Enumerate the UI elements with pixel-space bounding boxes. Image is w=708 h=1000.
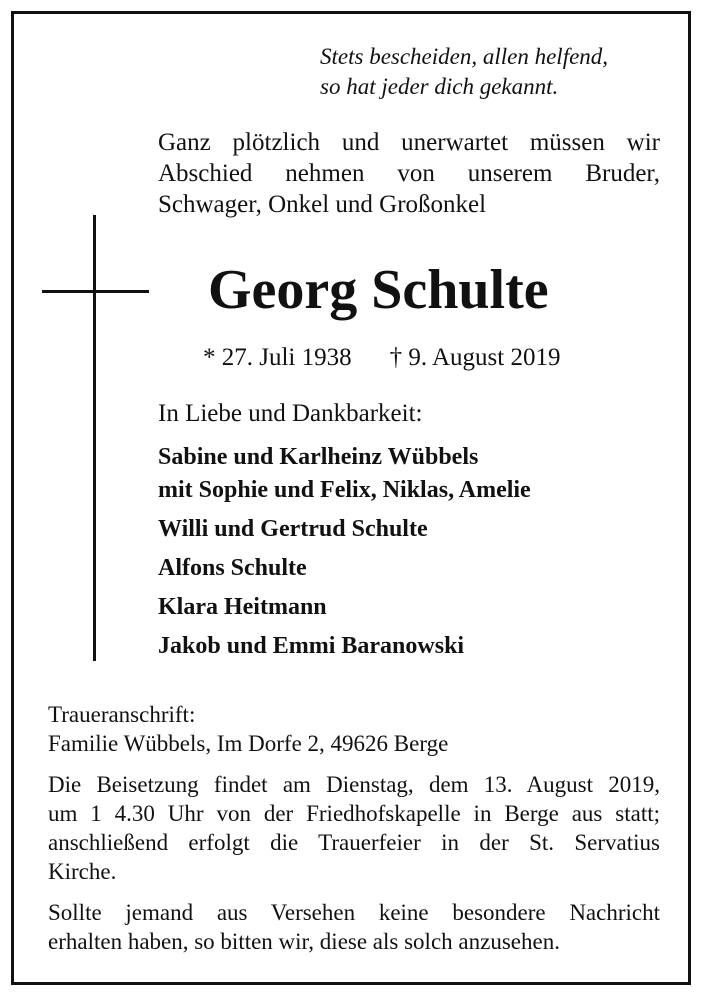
mourner-name: Willi und Gertrud Schulte bbox=[158, 516, 428, 542]
notification-note bbox=[48, 898, 660, 956]
intro-line: Schwager, Onkel und Großonkel bbox=[158, 191, 487, 218]
motto-verse bbox=[320, 42, 660, 102]
intro-line: Abschied nehmen von unserem Bruder, bbox=[158, 160, 660, 187]
deceased-name: Georg Schulte bbox=[208, 259, 549, 321]
funeral-line: um 1 4.30 Uhr von der Friedhofskapelle in Berge aus statt; bbox=[48, 801, 660, 826]
notice-line: Sollte jemand aus Versehen keine besondere Nachricht bbox=[48, 900, 660, 925]
cross-icon bbox=[93, 215, 96, 661]
life-dates bbox=[203, 341, 560, 375]
mourner-name: Alfons Schulte bbox=[158, 555, 307, 581]
motto-line: so hat jeder dich gekannt. bbox=[320, 74, 559, 99]
mourner-name: Sabine und Karlheinz Wübbels bbox=[158, 444, 479, 470]
mourner-name: Klara Heitmann bbox=[158, 594, 327, 620]
funeral-line: Kirche. bbox=[48, 859, 117, 884]
intro-line: Ganz plötzlich und unerwartet müssen wir bbox=[158, 129, 660, 156]
intro-text bbox=[158, 127, 660, 220]
mourning-address bbox=[48, 700, 448, 758]
death-date: † 9. August 2019 bbox=[389, 344, 561, 371]
address-value: Familie Wübbels, Im Dorfe 2, 49626 Berge bbox=[48, 731, 449, 756]
address-label: Traueranschrift: bbox=[48, 702, 196, 727]
birth-date: * 27. Juli 1938 bbox=[203, 344, 352, 371]
cross-icon-bar bbox=[42, 290, 149, 293]
notice-line: erhalten haben, so bitten wir, diese als solch anzusehen. bbox=[48, 929, 560, 954]
mourner-name: Jakob und Emmi Baranowski bbox=[158, 633, 465, 659]
funeral-details bbox=[48, 770, 660, 886]
mourners-heading: In Liebe und Dankbarkeit: bbox=[158, 400, 423, 427]
funeral-line: anschließend erfolgt die Trauerfeier in der St. Servatius bbox=[48, 830, 660, 855]
mourner-name: mit Sophie und Felix, Niklas, Amelie bbox=[158, 477, 531, 503]
mourners-list bbox=[158, 441, 531, 669]
funeral-line: Die Beisetzung findet am Dienstag, dem 13. August 2019, bbox=[48, 772, 660, 797]
motto-line: Stets bescheiden, allen helfend, bbox=[320, 44, 609, 69]
